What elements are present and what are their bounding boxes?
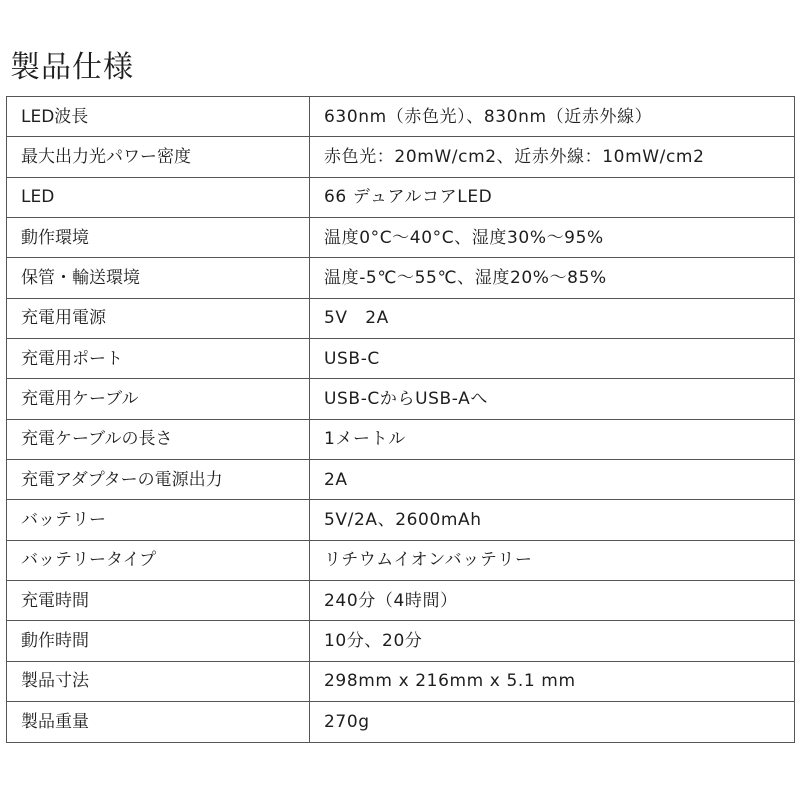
spec-label: 最大出力光パワー密度 <box>7 137 310 177</box>
spec-row-led <box>7 177 795 217</box>
page-title: 製品仕様 <box>10 50 134 85</box>
spec-row-operating-time <box>7 621 795 661</box>
spec-value: 温度0°C～40°C、湿度30%～95% <box>310 218 795 258</box>
spec-label: 製品重量 <box>7 702 310 742</box>
spec-value: 赤色光：20mW/cm2、近赤外線：10mW/cm2 <box>310 137 795 177</box>
spec-value: 温度-5℃～55℃、湿度20%～85% <box>310 258 795 298</box>
spec-label: 動作時間 <box>7 621 310 661</box>
spec-value: 630nm（赤色光）、830nm（近赤外線） <box>310 97 795 137</box>
spec-value: 2A <box>310 460 795 500</box>
spec-label: 保管・輸送環境 <box>7 258 310 298</box>
spec-row-battery-type <box>7 540 795 580</box>
spec-label: LED波長 <box>7 97 310 137</box>
spec-row-charging-port <box>7 339 795 379</box>
spec-value: 240分（4時間） <box>310 581 795 621</box>
spec-row-charging-cable <box>7 379 795 419</box>
spec-row-charging-power <box>7 298 795 338</box>
spec-value: 66 デュアルコアLED <box>310 177 795 217</box>
spec-value: USB-CからUSB-Aへ <box>310 379 795 419</box>
spec-row-adapter-output <box>7 460 795 500</box>
spec-row-max-power-density <box>7 137 795 177</box>
spec-table <box>6 96 795 743</box>
spec-row-dimensions <box>7 661 795 701</box>
spec-value: 298mm x 216mm x 5.1 mm <box>310 661 795 701</box>
spec-label: 動作環境 <box>7 218 310 258</box>
spec-label: 製品寸法 <box>7 661 310 701</box>
spec-row-charging-time <box>7 581 795 621</box>
spec-value: 5V 2A <box>310 298 795 338</box>
spec-value: 5V/2A、2600mAh <box>310 500 795 540</box>
spec-value: 270g <box>310 702 795 742</box>
spec-value: 1メートル <box>310 419 795 459</box>
spec-row-battery <box>7 500 795 540</box>
spec-value: 10分、20分 <box>310 621 795 661</box>
spec-label: 充電用ケーブル <box>7 379 310 419</box>
spec-value: リチウムイオンバッテリー <box>310 540 795 580</box>
spec-label: 充電用ポート <box>7 339 310 379</box>
spec-label: 充電アダプターの電源出力 <box>7 460 310 500</box>
spec-label: 充電ケーブルの長さ <box>7 419 310 459</box>
spec-row-cable-length <box>7 419 795 459</box>
spec-label: バッテリータイプ <box>7 540 310 580</box>
spec-row-operating-environment <box>7 218 795 258</box>
spec-label: 充電用電源 <box>7 298 310 338</box>
spec-row-storage-environment <box>7 258 795 298</box>
spec-label: バッテリー <box>7 500 310 540</box>
spec-row-weight <box>7 702 795 742</box>
spec-value: USB-C <box>310 339 795 379</box>
spec-row-led-wavelength <box>7 97 795 137</box>
spec-label: LED <box>7 177 310 217</box>
spec-label: 充電時間 <box>7 581 310 621</box>
